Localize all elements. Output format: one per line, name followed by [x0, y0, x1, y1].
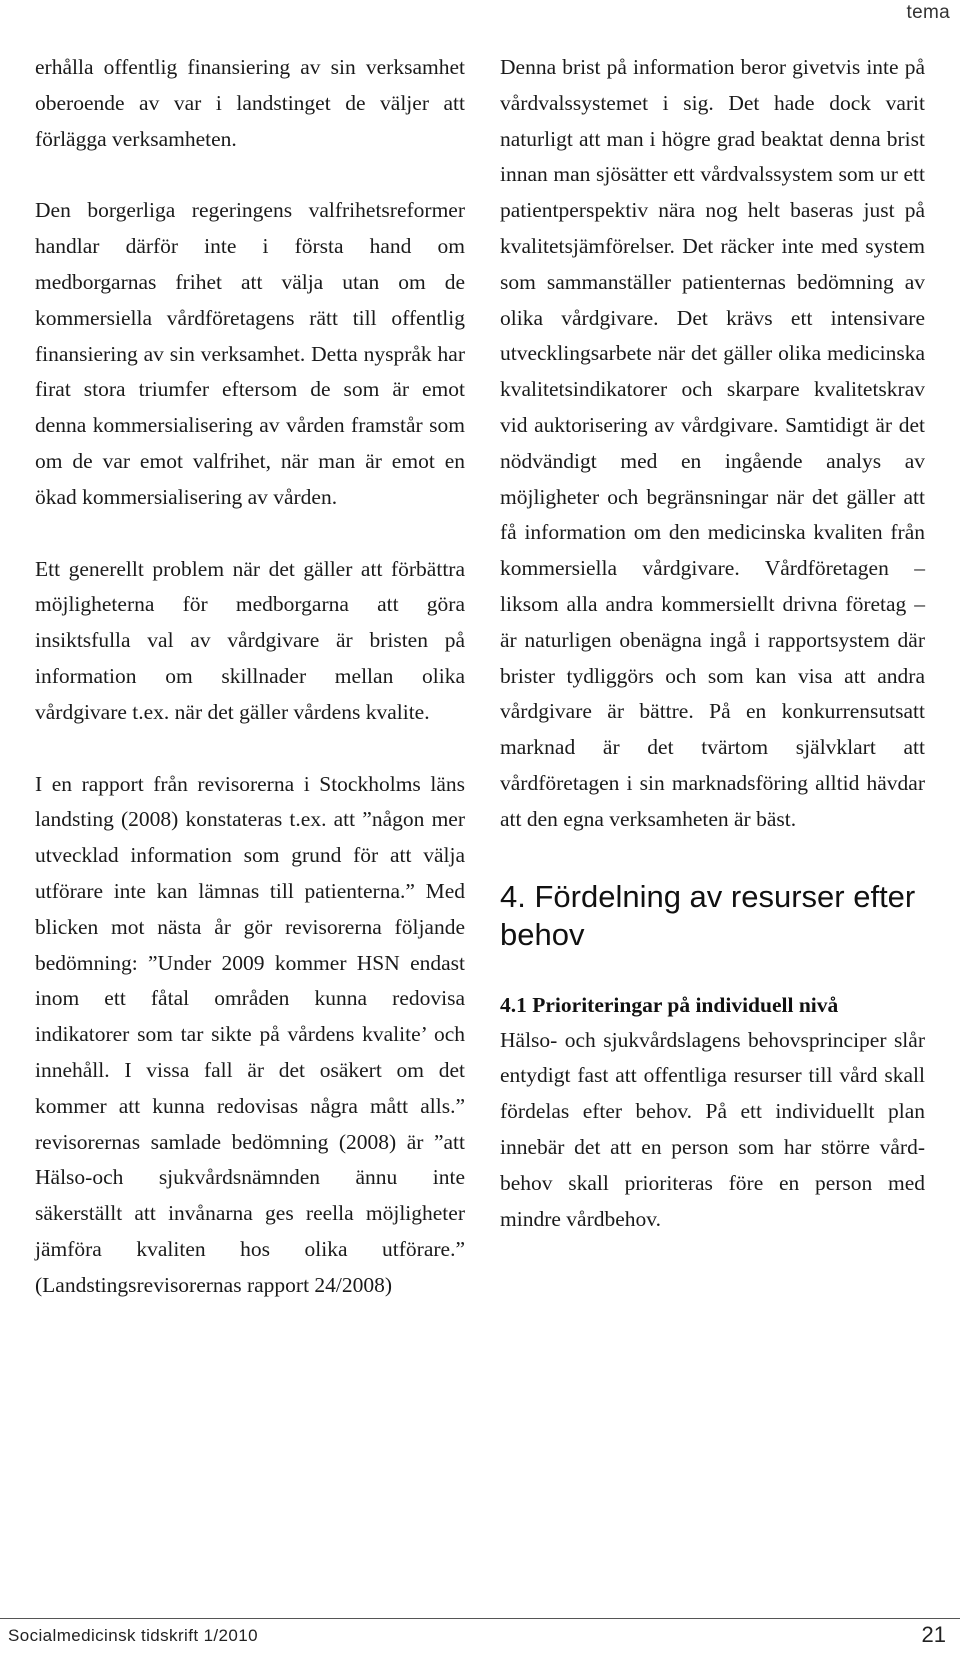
page-number: 21: [921, 1622, 946, 1647]
right-column: [500, 50, 925, 1237]
section-heading: 4. Fördelning av resurser efter behov: [500, 878, 916, 952]
left-paragraph-4: I en rapport från revisorerna i Stockholms läns landsting (2008) konstateras t.ex. att ”någon mer utvecklad information som grund för att välja utförare inte kan lämnas till patienterna.” Med blicken mot nästa år gör revisorerna följande bedömning: ”Under 2009 kommer HSN endast inom ett fåtal områden kunna redovisa indikatorer som tar sikte på vårdens kvalite’ och innehåll. I vissa fall är det osäkert om det kommer att kunna redovisas några mått alls.” revisorernas samlade bedömning (2008) är ”att Hälso-och sjukvårdsnämnden ännu inte säkerställt att invånarna ges reella möjligheter jämföra kvaliten hos olika utförare.” (Landstingsrevisorernas rapport 24/2008): [35, 771, 465, 1297]
left-column: [35, 50, 465, 1304]
footer-divider: [0, 1618, 960, 1619]
right-paragraph-2: Hälso- och sjukvårdslagens behovsprinciper slår entydigt fast att offentliga resurser till vård skall fördelas efter behov. På ett individuellt plan innebär det att en person som har större vårdbehov skall prioriteras före en person med mindre vårdbehov.: [500, 1027, 925, 1231]
page-footer: [0, 1618, 960, 1653]
subsection-heading: 4.1 Prioriteringar på individuell nivå: [500, 992, 839, 1017]
left-paragraph-2: Den borgerliga regeringens valfrihetsreformer handlar därför inte i första hand om medborgarnas frihet att välja utan om de kommersiella vårdföretagens rätt till offentlig finansiering av sin verksamhet. Detta nyspråk har firat stora triumfer eftersom de som är emot denna kommersialisering av vården framstår som om de var emot valfrihet, när man är emot en ökad kommersialisering av vården.: [35, 198, 465, 509]
right-paragraph-1: Denna brist på information beror givetvis inte på vårdvalssystemet i sig. Det hade dock varit naturligt att man i högre grad beaktat denna brist innan man sjösätter ett vårdvalssystem som ur ett patientperspektiv nära nog helt baseras just på kvalitetsjämförelser. Det räcker inte med system som sammanställer patienternas bedömning av olika vårdgivare. Det krävs ett intensivare utvecklingsarbete när det gäller olika medicinska kvalitetsindikatorer och skarpare kvalitetskrav vid auktorisering av vårdgivare. Samtidigt är det nödvändigt med en ingående analys av möjligheter och begränsningar när det gäller att få information om den medicinska kvaliten från kommersiella vårdgivare. Vårdföretagen – liksom alla andra kommersiellt drivna företag – är naturligen obenägna ingå i rapportsystem där brister tydliggörs och som kan visa att andra vårdgivare är bättre. På en konkurrensutsatt marknad är det tvärtom självklart att vårdföretagen i sin marknadsföring alltid hävdar att den egna verksamheten är bäst.: [500, 55, 925, 831]
left-paragraph-3: Ett generellt problem när det gäller att förbättra möjligheterna för medborgarna att göra insiktsfulla val av vårdgivare är bristen på information om skillnader mellan olika vårdgivare t.ex. när det gäller vårdens kvalite.: [35, 556, 465, 724]
left-paragraph-1: erhålla offentlig finansiering av sin verksamhet oberoende av var i landstinget de väljer att förlägga verksamheten.: [35, 55, 465, 151]
journal-name: Socialmedicinsk tidskrift 1/2010: [8, 1626, 258, 1645]
section-label: tema: [906, 2, 950, 23]
